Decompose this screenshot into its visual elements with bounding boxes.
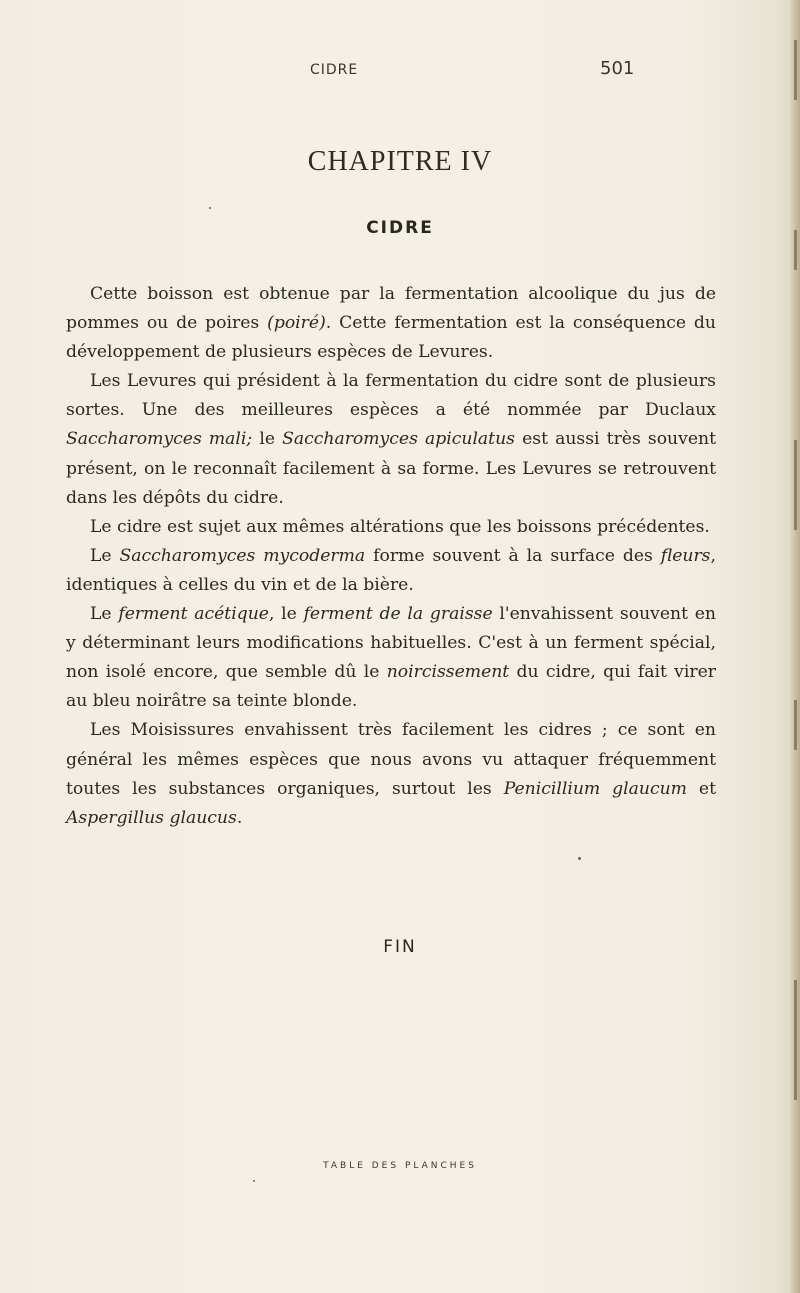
text-run: Le cidre est sujet aux mêmes altérations que les boissons précédentes. (90, 516, 710, 537)
paragraph (66, 600, 716, 716)
page-edge (788, 0, 800, 1293)
paragraph (66, 513, 716, 542)
paragraph (66, 716, 716, 832)
paragraph (66, 367, 716, 512)
italic-term: fleurs (660, 545, 711, 566)
paragraph (66, 542, 716, 600)
ink-speck (578, 857, 581, 860)
text-run: est aussi très souvent présent, on le reconnaît facilement à sa forme. Les Levures se retrouvent dans les dépôts du cidre. (66, 429, 716, 508)
chapter-title: CIDRE (366, 218, 434, 238)
italic-term: Saccharomyces mali; (66, 429, 253, 450)
text-run: Cette boisson est obtenue par la fermentation alcoolique du jus de pommes ou de poires (66, 284, 716, 334)
running-head: CIDRE (310, 62, 359, 78)
text-run: le (252, 429, 283, 450)
italic-term: Aspergillus glaucus (66, 807, 237, 828)
text-run: Les Levures qui président à la fermentation du cidre sont de plusieurs sortes. Une des meilleures espèces a été nommée par Duclaux (66, 371, 716, 421)
text-run: Le (90, 604, 119, 625)
text-run: du cidre, qui fait virer au bleu noirâtre sa teinte blonde. (66, 662, 716, 712)
text-run: , le (268, 604, 304, 625)
italic-term: Saccharomyces apiculatus (282, 429, 515, 450)
chapter-label: CHAPITRE IV (307, 146, 493, 177)
page-number: 501 (600, 58, 635, 79)
ink-speck (253, 1180, 255, 1182)
body-text (66, 280, 716, 833)
text-run: l'envahissent souvent en y déterminant leurs modifications habituelles. C'est à un ferment spécial, non isolé encore, que semble dû le (66, 604, 716, 683)
text-run: et (686, 778, 716, 799)
edge-mark (794, 700, 797, 750)
edge-mark (794, 40, 797, 100)
text-run: Le (90, 545, 120, 566)
edge-mark (794, 440, 797, 530)
text-run: , identiques à celles du vin et de la bière. (66, 545, 716, 595)
italic-term: (poiré) (267, 313, 326, 334)
text-run: . Cette fermentation est la conséquence du développement de plusieurs espèces de Levures. (66, 313, 716, 363)
italic-term: Saccharomyces mycoderma (119, 545, 366, 566)
italic-term: noircissement (386, 662, 510, 683)
italic-term: ferment acétique (118, 604, 269, 625)
fin-label: FIN (383, 937, 417, 957)
ink-speck (209, 207, 211, 209)
italic-term: Penicillium glaucum (503, 778, 687, 799)
text-run: . (236, 807, 243, 828)
text-run: Les Moisissures envahissent très facilement les cidres ; ce sont en général les mêmes espèces que nous avons vu attaquer fréquemment toutes les substances organiques, surtout les (66, 720, 716, 799)
paragraph (66, 280, 716, 367)
edge-mark (794, 980, 797, 1100)
italic-term: ferment de la graisse (303, 604, 493, 625)
next-section-heading: TABLE DES PLANCHES (323, 1161, 477, 1171)
text-run: forme souvent à la surface des (365, 545, 661, 566)
